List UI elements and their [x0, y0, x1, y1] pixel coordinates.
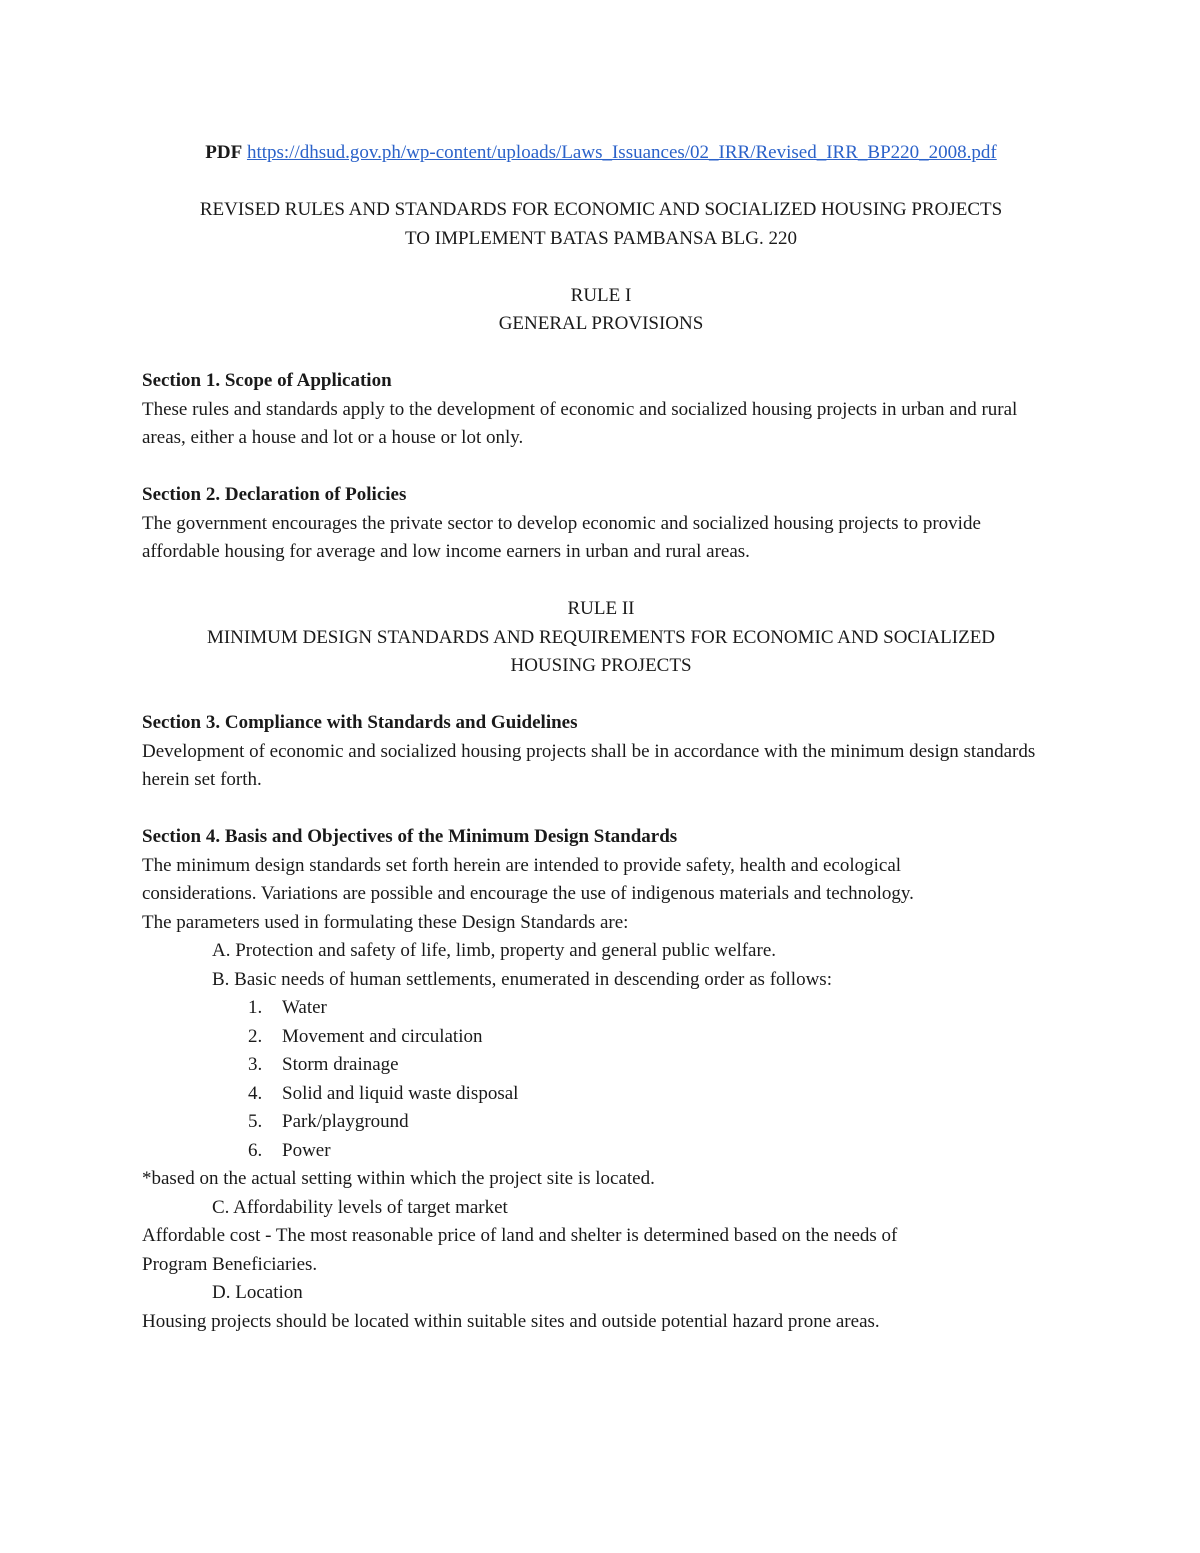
list-item — [142, 994, 1060, 1023]
list-item-label: Water — [282, 997, 327, 1018]
rule-1-heading — [142, 282, 1060, 339]
list-item-number: 4. — [248, 1082, 263, 1104]
section-4-item-b: B. Basic needs of human settlements, enumerated in descending order as follows: — [212, 968, 832, 990]
section-4-item-c-body-line-1: Affordable cost - The most reasonable price of land and shelter is determined based on the needs of — [142, 1225, 898, 1246]
section-2-body: The government encourages the private sector to develop economic and socialized housing projects to provide affordable housing for average and low income earners in urban and rural areas. — [142, 512, 981, 562]
section-4-intro-line-1: The minimum design standards set forth herein are intended to provide safety, health and ecological — [142, 854, 902, 876]
section-1-title: Section 1. Scope of Application — [142, 370, 392, 391]
list-item-label: Park/playground — [282, 1111, 409, 1132]
section-4-item-d-body: Housing projects should be located within suitable sites and outside potential hazard prone areas. — [142, 1310, 880, 1332]
rule-2-heading — [142, 595, 1060, 681]
section-4 — [142, 823, 1060, 1336]
rule-2-label: RULE II — [567, 598, 635, 619]
rule-1-name: GENERAL PROVISIONS — [498, 313, 704, 334]
rule-2-name-line-1: MINIMUM DESIGN STANDARDS AND REQUIREMENTS FOR ECONOMIC AND SOCIALIZED — [206, 626, 996, 648]
section-4-intro-line-2: considerations. Variations are possible and encourage the use of indigenous materials and technology. — [142, 883, 914, 904]
list-item-label: Solid and liquid waste disposal — [282, 1082, 519, 1104]
pdf-source-line — [142, 139, 1060, 168]
list-item-number: 3. — [248, 1054, 263, 1075]
section-4-item-c: C. Affordability levels of target market — [212, 1196, 508, 1218]
section-4-intro-line-3: The parameters used in formulating these Design Standards are: — [142, 911, 629, 933]
section-4-note: *based on the actual setting within which the project site is located. — [142, 1168, 655, 1189]
section-2-title: Section 2. Declaration of Policies — [142, 484, 407, 505]
rule-2-name-line-2: HOUSING PROJECTS — [510, 655, 692, 676]
section-1-body: These rules and standards apply to the development of economic and socialized housing projects in urban and rural areas, either a house and lot or a house or lot only. — [142, 398, 1018, 448]
section-4-item-d: D. Location — [212, 1282, 303, 1303]
section-3-body: Development of economic and socialized housing projects shall be in accordance with the minimum design standards herein set forth. — [142, 740, 1036, 790]
section-4-title: Section 4. Basis and Objectives of the Minimum Design Standards — [142, 826, 678, 847]
document-page — [142, 139, 1060, 1336]
section-4-item-a: A. Protection and safety of life, limb, property and general public welfare. — [212, 940, 776, 961]
section-3 — [142, 709, 1060, 795]
list-item — [142, 1137, 1060, 1166]
list-item-label: Movement and circulation — [282, 1025, 483, 1047]
section-1 — [142, 367, 1060, 453]
list-item-number: 6. — [248, 1139, 263, 1161]
title-line-2: TO IMPLEMENT BATAS PAMBANSA BLG. 220 — [405, 227, 797, 249]
basic-needs-list — [142, 994, 1060, 1165]
section-3-title: Section 3. Compliance with Standards and Guidelines — [142, 712, 578, 733]
list-item — [142, 1080, 1060, 1109]
list-item-number: 5. — [248, 1111, 263, 1132]
list-item-number: 1. — [248, 997, 263, 1018]
list-item-label: Power — [282, 1139, 331, 1161]
section-2 — [142, 481, 1060, 567]
document-title — [142, 196, 1060, 253]
list-item — [142, 1023, 1060, 1052]
list-item-label: Storm drainage — [282, 1054, 399, 1075]
pdf-label: PDF — [205, 142, 243, 163]
rule-1-label: RULE I — [570, 284, 632, 306]
pdf-link[interactable]: https://dhsud.gov.ph/wp-content/uploads/Laws_Issuances/02_IRR/Revised_IRR_BP220_2008.pdf — [246, 142, 997, 163]
title-line-1: REVISED RULES AND STANDARDS FOR ECONOMIC AND SOCIALIZED HOUSING PROJECTS — [199, 199, 1003, 220]
list-item — [142, 1051, 1060, 1080]
list-item — [142, 1108, 1060, 1137]
list-item-number: 2. — [248, 1025, 263, 1047]
section-4-item-c-body-line-2: Program Beneficiaries. — [142, 1253, 318, 1275]
